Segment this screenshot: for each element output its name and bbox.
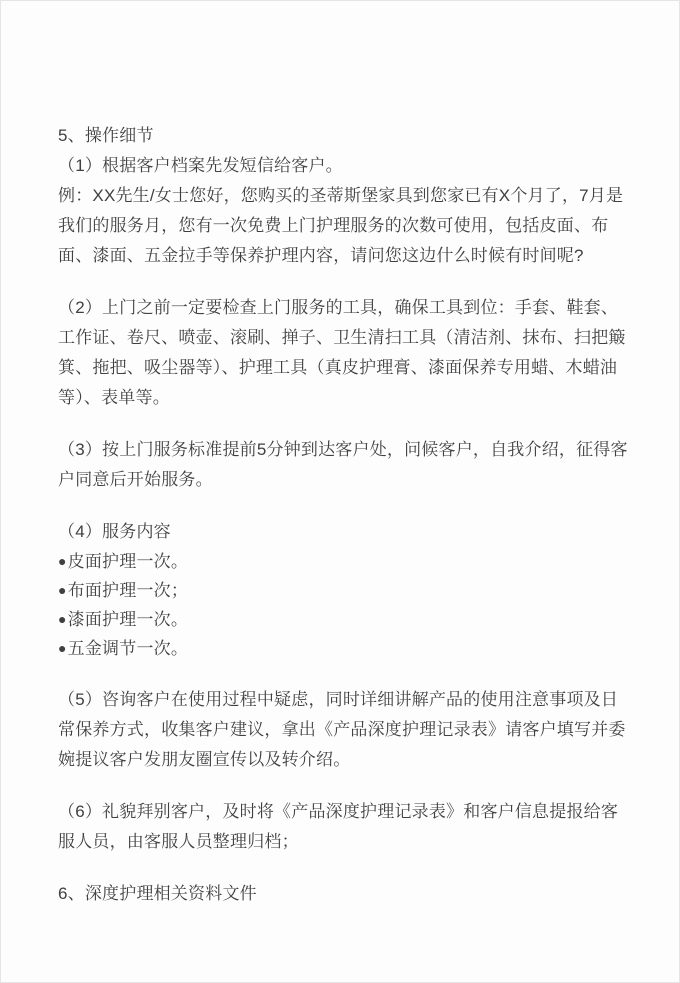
bullet-text: 漆面护理一次。 [67, 610, 189, 629]
section-heading: 6、深度护理相关资料文件 [58, 884, 257, 903]
bullet-icon: ● [58, 553, 67, 569]
bullet-text: 皮面护理一次。 [67, 552, 189, 571]
paragraph: 例：XX先生/女士您好，您购买的圣蒂斯堡家具到您家已有X个月了，7月是我们的服务月，您有一次免费上门护理服务的次数可使用，包括皮面、布面、漆面、五金拉手等保养护理内容，请问您这边什么时候有时间呢? [58, 186, 624, 265]
bullet-item [58, 634, 633, 663]
paragraph: （2）上门之前一定要检查上门服务的工具，确保工具到位：手套、鞋套、工作证、卷尺、喷壶、滚刷、掸子、卫生清扫工具（清洁剂、抹布、扫把簸箕、拖把、吸尘器等）、护理工具（真皮护理膏、漆面保养专用蜡、木蜡油等）、表单等。 [58, 298, 626, 407]
bullet-icon: ● [58, 582, 67, 598]
bullet-item [58, 576, 633, 605]
paragraph: （1）根据客户档案先发短信给客户。 [58, 156, 343, 175]
bullet-item [58, 547, 633, 576]
bullet-list [58, 547, 633, 663]
paragraph: （4）服务内容 [58, 522, 171, 541]
section-heading: 5、操作细节 [58, 126, 154, 145]
bullet-text: 布面护理一次； [67, 581, 189, 600]
bullet-item [58, 605, 633, 634]
paragraph: （6）礼貌拜别客户，及时将《产品深度护理记录表》和客户信息提报给客服人员，由客服人员整理归档； [58, 802, 619, 851]
document-body [1, 1, 679, 909]
bullet-icon: ● [58, 640, 67, 656]
paragraph: （3）按上门服务标准提前5分钟到达客户处，问候客户，自我介绍，征得客户同意后开始服务。 [58, 440, 628, 489]
bullet-text: 五金调节一次。 [67, 639, 189, 658]
bullet-icon: ● [58, 611, 67, 627]
paragraph: （5）咨询客户在使用过程中疑虑，同时详细讲解产品的使用注意事项及日常保养方式，收集客户建议，拿出《产品深度护理记录表》请客户填写并委婉提议客户发朋友圈宣传以及转介绍。 [58, 690, 626, 769]
